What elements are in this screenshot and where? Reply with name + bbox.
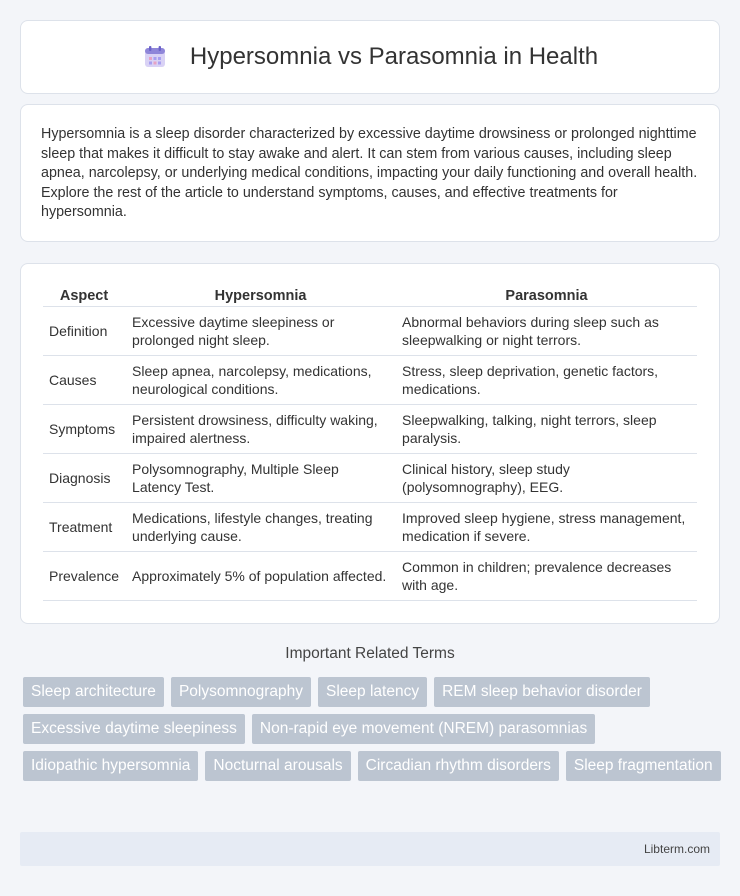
calendar-icon	[142, 44, 168, 70]
related-term-tag[interactable]: Sleep latency	[318, 677, 427, 707]
comparison-table	[43, 284, 697, 601]
intro-paragraph: Hypersomnia is a sleep disorder characterized by excessive daytime drowsiness or prolonged nighttime sleep that makes it difficult to stay awake and alert. It can stem from various causes, including sleep apnea, narcolepsy, or underlying medical conditions, impacting your daily functioning and overall health. Explore the rest of the article to understand symptoms, causes, and effective treatments for hypersomnia.	[41, 126, 698, 220]
table-row	[43, 356, 697, 405]
table-row	[43, 454, 697, 503]
parasomnia-cell: Improved sleep hygiene, stress management, medication if severe.	[396, 503, 697, 552]
aspect-cell: Diagnosis	[43, 454, 126, 503]
title-wrap	[21, 21, 719, 93]
parasomnia-cell: Clinical history, sleep study (polysomnography), EEG.	[396, 454, 697, 503]
table-row	[43, 405, 697, 454]
hypersomnia-cell: Approximately 5% of population affected.	[126, 552, 396, 601]
aspect-cell: Treatment	[43, 503, 126, 552]
hypersomnia-cell: Excessive daytime sleepiness or prolonged night sleep.	[126, 307, 396, 356]
header-hypersomnia: Hypersomnia	[126, 284, 396, 307]
related-term-tag[interactable]: Polysomnography	[171, 677, 311, 707]
related-term-tag[interactable]: Circadian rhythm disorders	[358, 751, 559, 781]
table-row	[43, 552, 697, 601]
related-term-tag[interactable]: Nocturnal arousals	[205, 751, 350, 781]
aspect-cell: Causes	[43, 356, 126, 405]
related-terms-list	[23, 677, 723, 781]
intro-card	[20, 104, 720, 242]
table-row	[43, 503, 697, 552]
aspect-cell: Definition	[43, 307, 126, 356]
related-term-tag[interactable]: Sleep architecture	[23, 677, 164, 707]
hypersomnia-cell: Sleep apnea, narcolepsy, medications, neurological conditions.	[126, 356, 396, 405]
footer-site-link[interactable]: Libterm.com	[643, 842, 710, 856]
table-row	[43, 307, 697, 356]
parasomnia-cell: Abnormal behaviors during sleep such as sleepwalking or night terrors.	[396, 307, 697, 356]
page-title: Hypersomnia vs Parasomnia in Health	[189, 43, 599, 70]
hypersomnia-cell: Medications, lifestyle changes, treating underlying cause.	[126, 503, 396, 552]
parasomnia-cell: Sleepwalking, talking, night terrors, sleep paralysis.	[396, 405, 697, 454]
table-header-row	[43, 284, 697, 307]
related-term-tag[interactable]: Sleep fragmentation	[566, 751, 721, 781]
related-term-tag[interactable]: Idiopathic hypersomnia	[23, 751, 198, 781]
parasomnia-cell: Stress, sleep deprivation, genetic factors, medications.	[396, 356, 697, 405]
related-term-tag[interactable]: Excessive daytime sleepiness	[23, 714, 245, 744]
aspect-cell: Prevalence	[43, 552, 126, 601]
related-term-tag[interactable]: REM sleep behavior disorder	[434, 677, 650, 707]
hypersomnia-cell: Persistent drowsiness, difficulty waking, impaired alertness.	[126, 405, 396, 454]
related-terms-title: Important Related Terms	[285, 645, 455, 662]
header-card	[20, 20, 720, 94]
related-term-tag[interactable]: Non-rapid eye movement (NREM) parasomnias	[252, 714, 595, 744]
footer	[20, 832, 720, 866]
header-aspect: Aspect	[43, 284, 126, 307]
parasomnia-cell: Common in children; prevalence decreases with age.	[396, 552, 697, 601]
hypersomnia-cell: Polysomnography, Multiple Sleep Latency Test.	[126, 454, 396, 503]
header-parasomnia: Parasomnia	[396, 284, 697, 307]
aspect-cell: Symptoms	[43, 405, 126, 454]
comparison-table-card	[20, 263, 720, 624]
